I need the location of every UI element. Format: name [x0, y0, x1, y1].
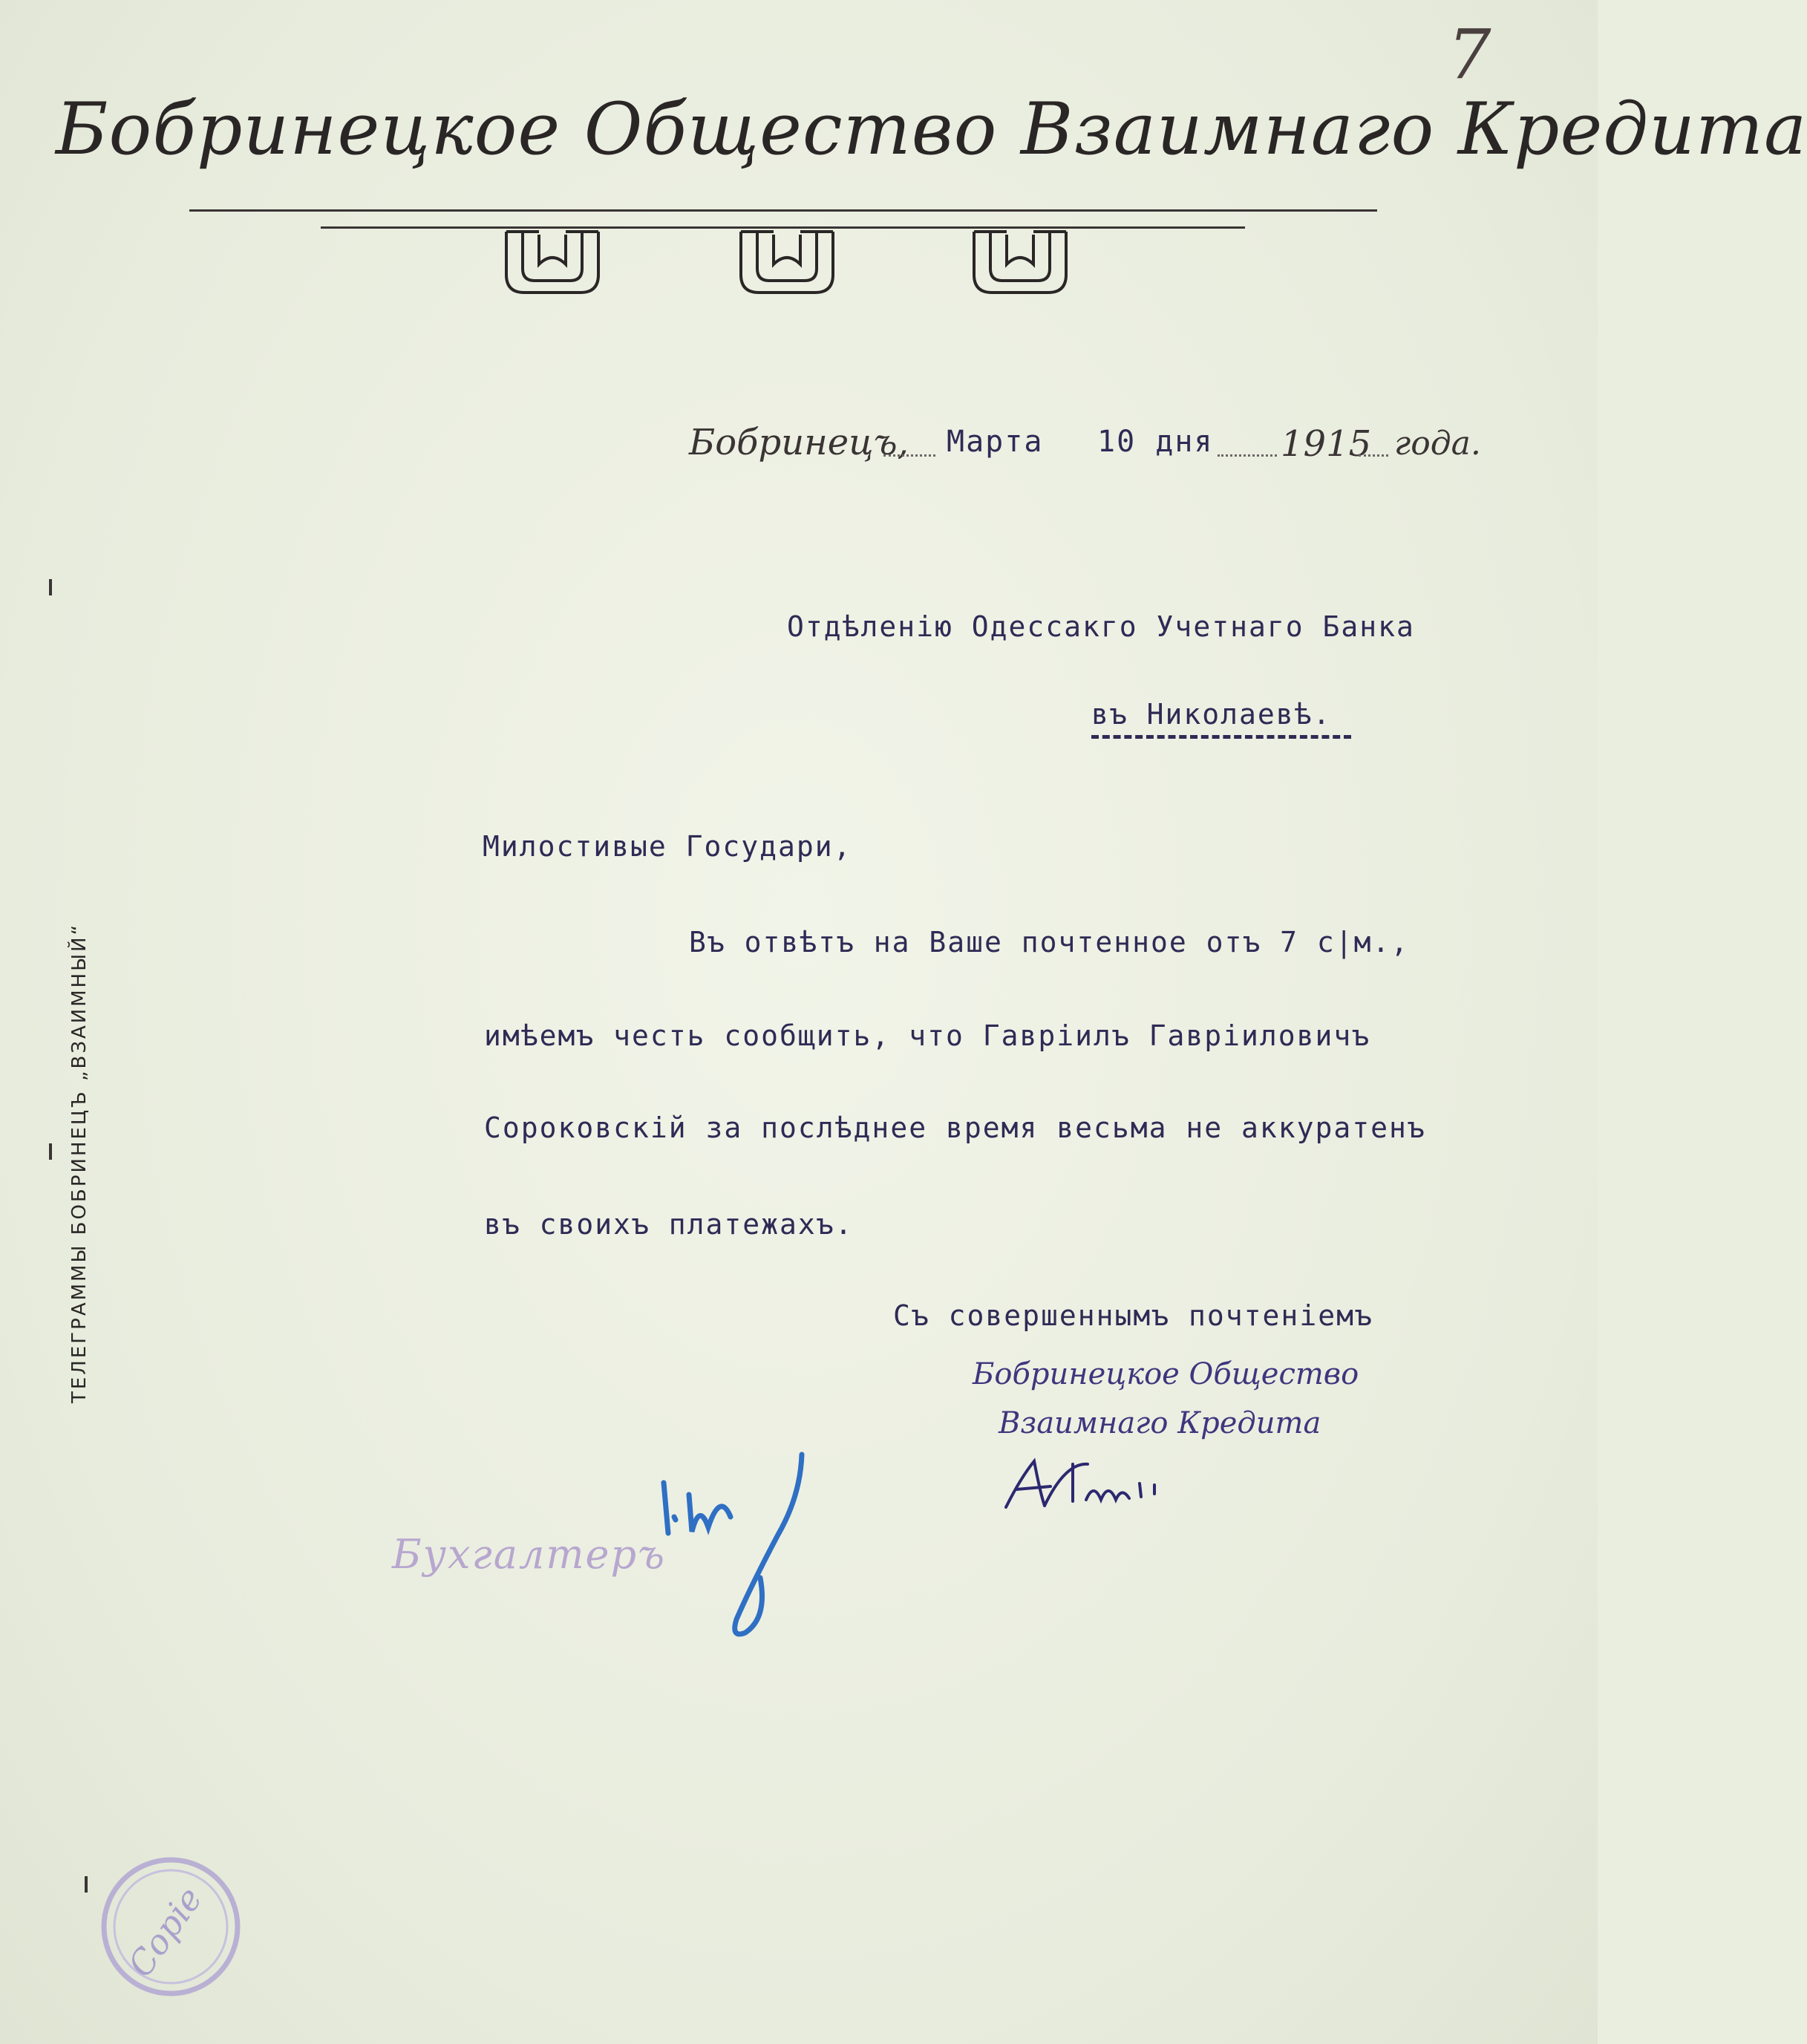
signature-icon: [999, 1448, 1177, 1515]
dateline-day: 10 дня: [1097, 425, 1214, 459]
dateline-year-word: года.: [1394, 425, 1481, 463]
dateline-year: 1915: [1281, 423, 1372, 465]
dateline-dotted-rule: [883, 454, 935, 457]
side-margin-text: ТЕЛЕГРАММЫ БОБРИНЕЦЪ „ВЗАИМНЫЙ“: [68, 922, 91, 1403]
addressee-underline: [1091, 735, 1351, 739]
dateline-place: Бобринецъ,: [689, 422, 909, 463]
margin-tick: [49, 1143, 52, 1160]
closing: Съ совершеннымъ почтеніемъ: [893, 1299, 1373, 1332]
signature-stamp-line-2: Взаимнаго Кредита: [999, 1406, 1321, 1440]
page-number: 7: [1448, 15, 1491, 94]
margin-tick: [85, 1876, 88, 1893]
ornament-icon: [970, 229, 1071, 296]
blue-signature-icon: [653, 1452, 824, 1645]
accountant-stamp: Бухгалтеръ: [392, 1531, 667, 1578]
dateline-dotted-rule: [1359, 454, 1388, 457]
dateline-month: Марта: [947, 425, 1044, 459]
body-line-3: Сороковскій за послѣднее время весьма не аккуратенъ: [484, 1111, 1426, 1144]
ornament-icon: [736, 229, 837, 296]
ornament-icon: [502, 229, 603, 296]
letterhead-title: Бобринецкое Общество Взаимнаго Кредита: [56, 88, 1807, 171]
margin-tick: [49, 579, 52, 595]
salutation: Милостивые Государи,: [483, 830, 852, 863]
body-line-2: имѣемъ честь сообщить, что Гавріилъ Гавріиловичъ: [484, 1019, 1371, 1052]
addressee-line-1: Отдѣленію Одессакго Учетнаго Банка: [787, 610, 1415, 643]
addressee-line-2: въ Николаевѣ.: [1091, 698, 1332, 731]
body-line-4: въ своихъ платежахъ.: [484, 1208, 854, 1241]
copy-stamp-text: Copie: [120, 1879, 210, 1985]
body-line-1: Въ отвѣтъ на Ваше почтенное отъ 7 с|м.,: [689, 926, 1410, 959]
letterhead-rule-top: [189, 209, 1377, 212]
dateline-dotted-rule: [1218, 454, 1277, 457]
signature-stamp-line-1: Бобринецкое Общество: [973, 1357, 1359, 1391]
